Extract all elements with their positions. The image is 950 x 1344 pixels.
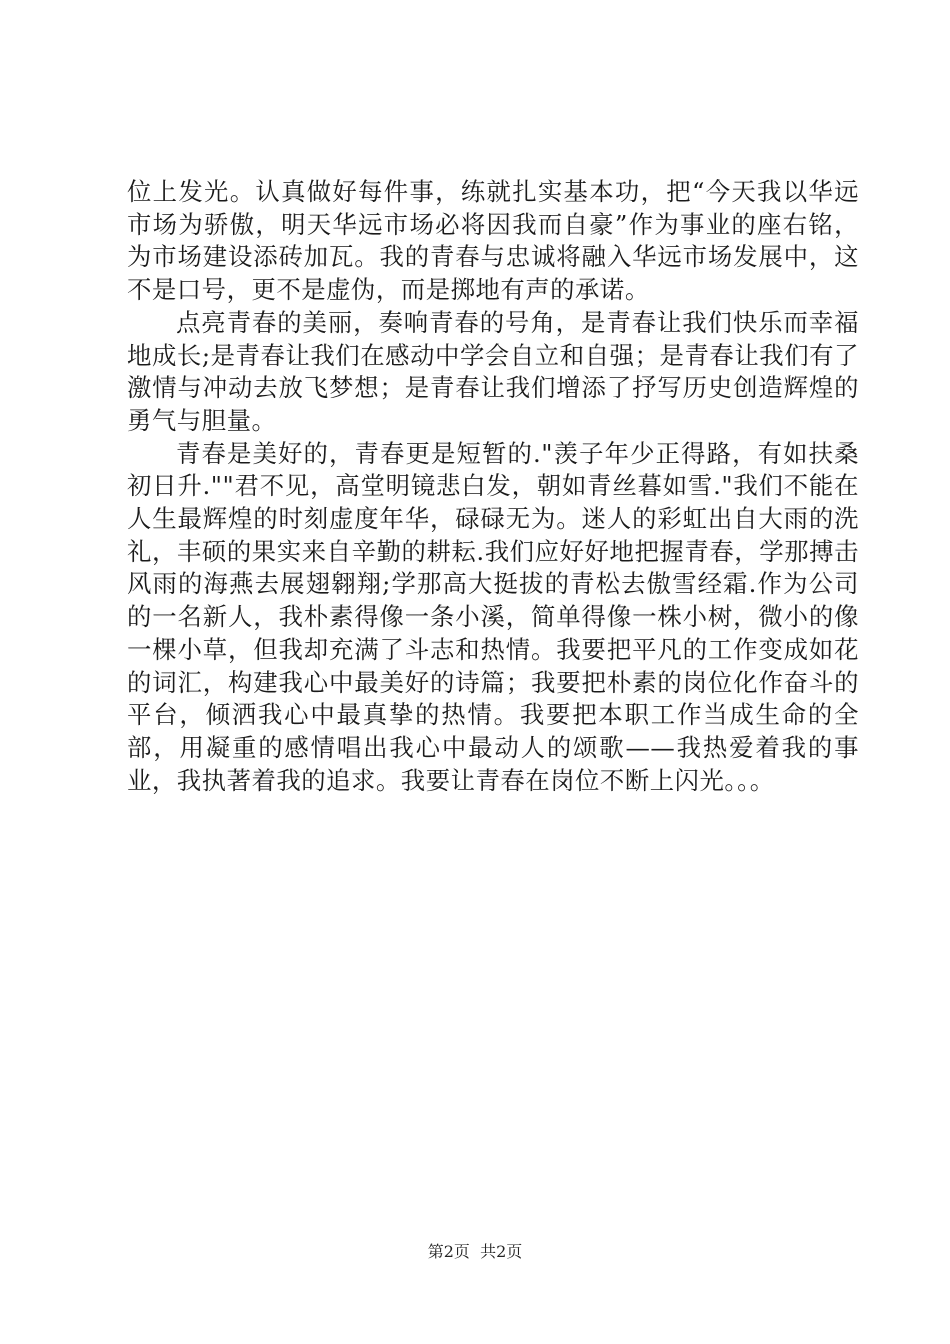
body-text (127, 176, 859, 797)
paragraph-1: 位上发光。认真做好每件事，练就扎实基本功，把“今天我以华远市场为骄傲，明天华远市场必将因我而自豪”作为事业的座右铭，为市场建设添砖加瓦。我的青春与忠诚将融入华远市场发展中，这不是口号，更不是虚伪，而是掷地有声的承诺。 (127, 177, 859, 305)
paragraph-3: 青春是美好的，青春更是短暂的."羡子年少正得路，有如扶桑初日升.""君不见，高堂明镜悲白发，朝如青丝暮如雪."我们不能在人生最辉煌的时刻虚度年华，碌碌无为。迷人的彩虹出自大雨的洗礼，丰硕的果实来自辛勤的耕耘.我们应好好地把握青春，学那搏击风雨的海燕去展翅翱翔;学那高大挺拔的青松去傲雪经霜.作为公司的一名新人，我朴素得像一条小溪，简单得像一株小树，微小的像一棵小草，但我却充满了斗志和热情。我要把平凡的工作变成如花的词汇，构建我心中最美好的诗篇；我要把朴素的岗位化作奋斗的平台，倾洒我心中最真挚的热情。我要把本职工作当成生命的全部，用凝重的感情唱出我心中最动人的颂歌——我热爱着我的事业，我执著着我的追求。我要让青春在岗位不断上闪光。。。 (127, 438, 859, 795)
page-number-label: 第2页 共2页 (427, 1242, 523, 1261)
paragraph-2: 点亮青春的美丽，奏响青春的号角，是青春让我们快乐而幸福地成长;是青春让我们在感动中学会自立和自强；是青春让我们有了激情与冲动去放飞梦想；是青春让我们增添了抒写历史创造辉煌的勇气与胆量。 (127, 307, 859, 435)
page-footer (0, 1242, 950, 1262)
